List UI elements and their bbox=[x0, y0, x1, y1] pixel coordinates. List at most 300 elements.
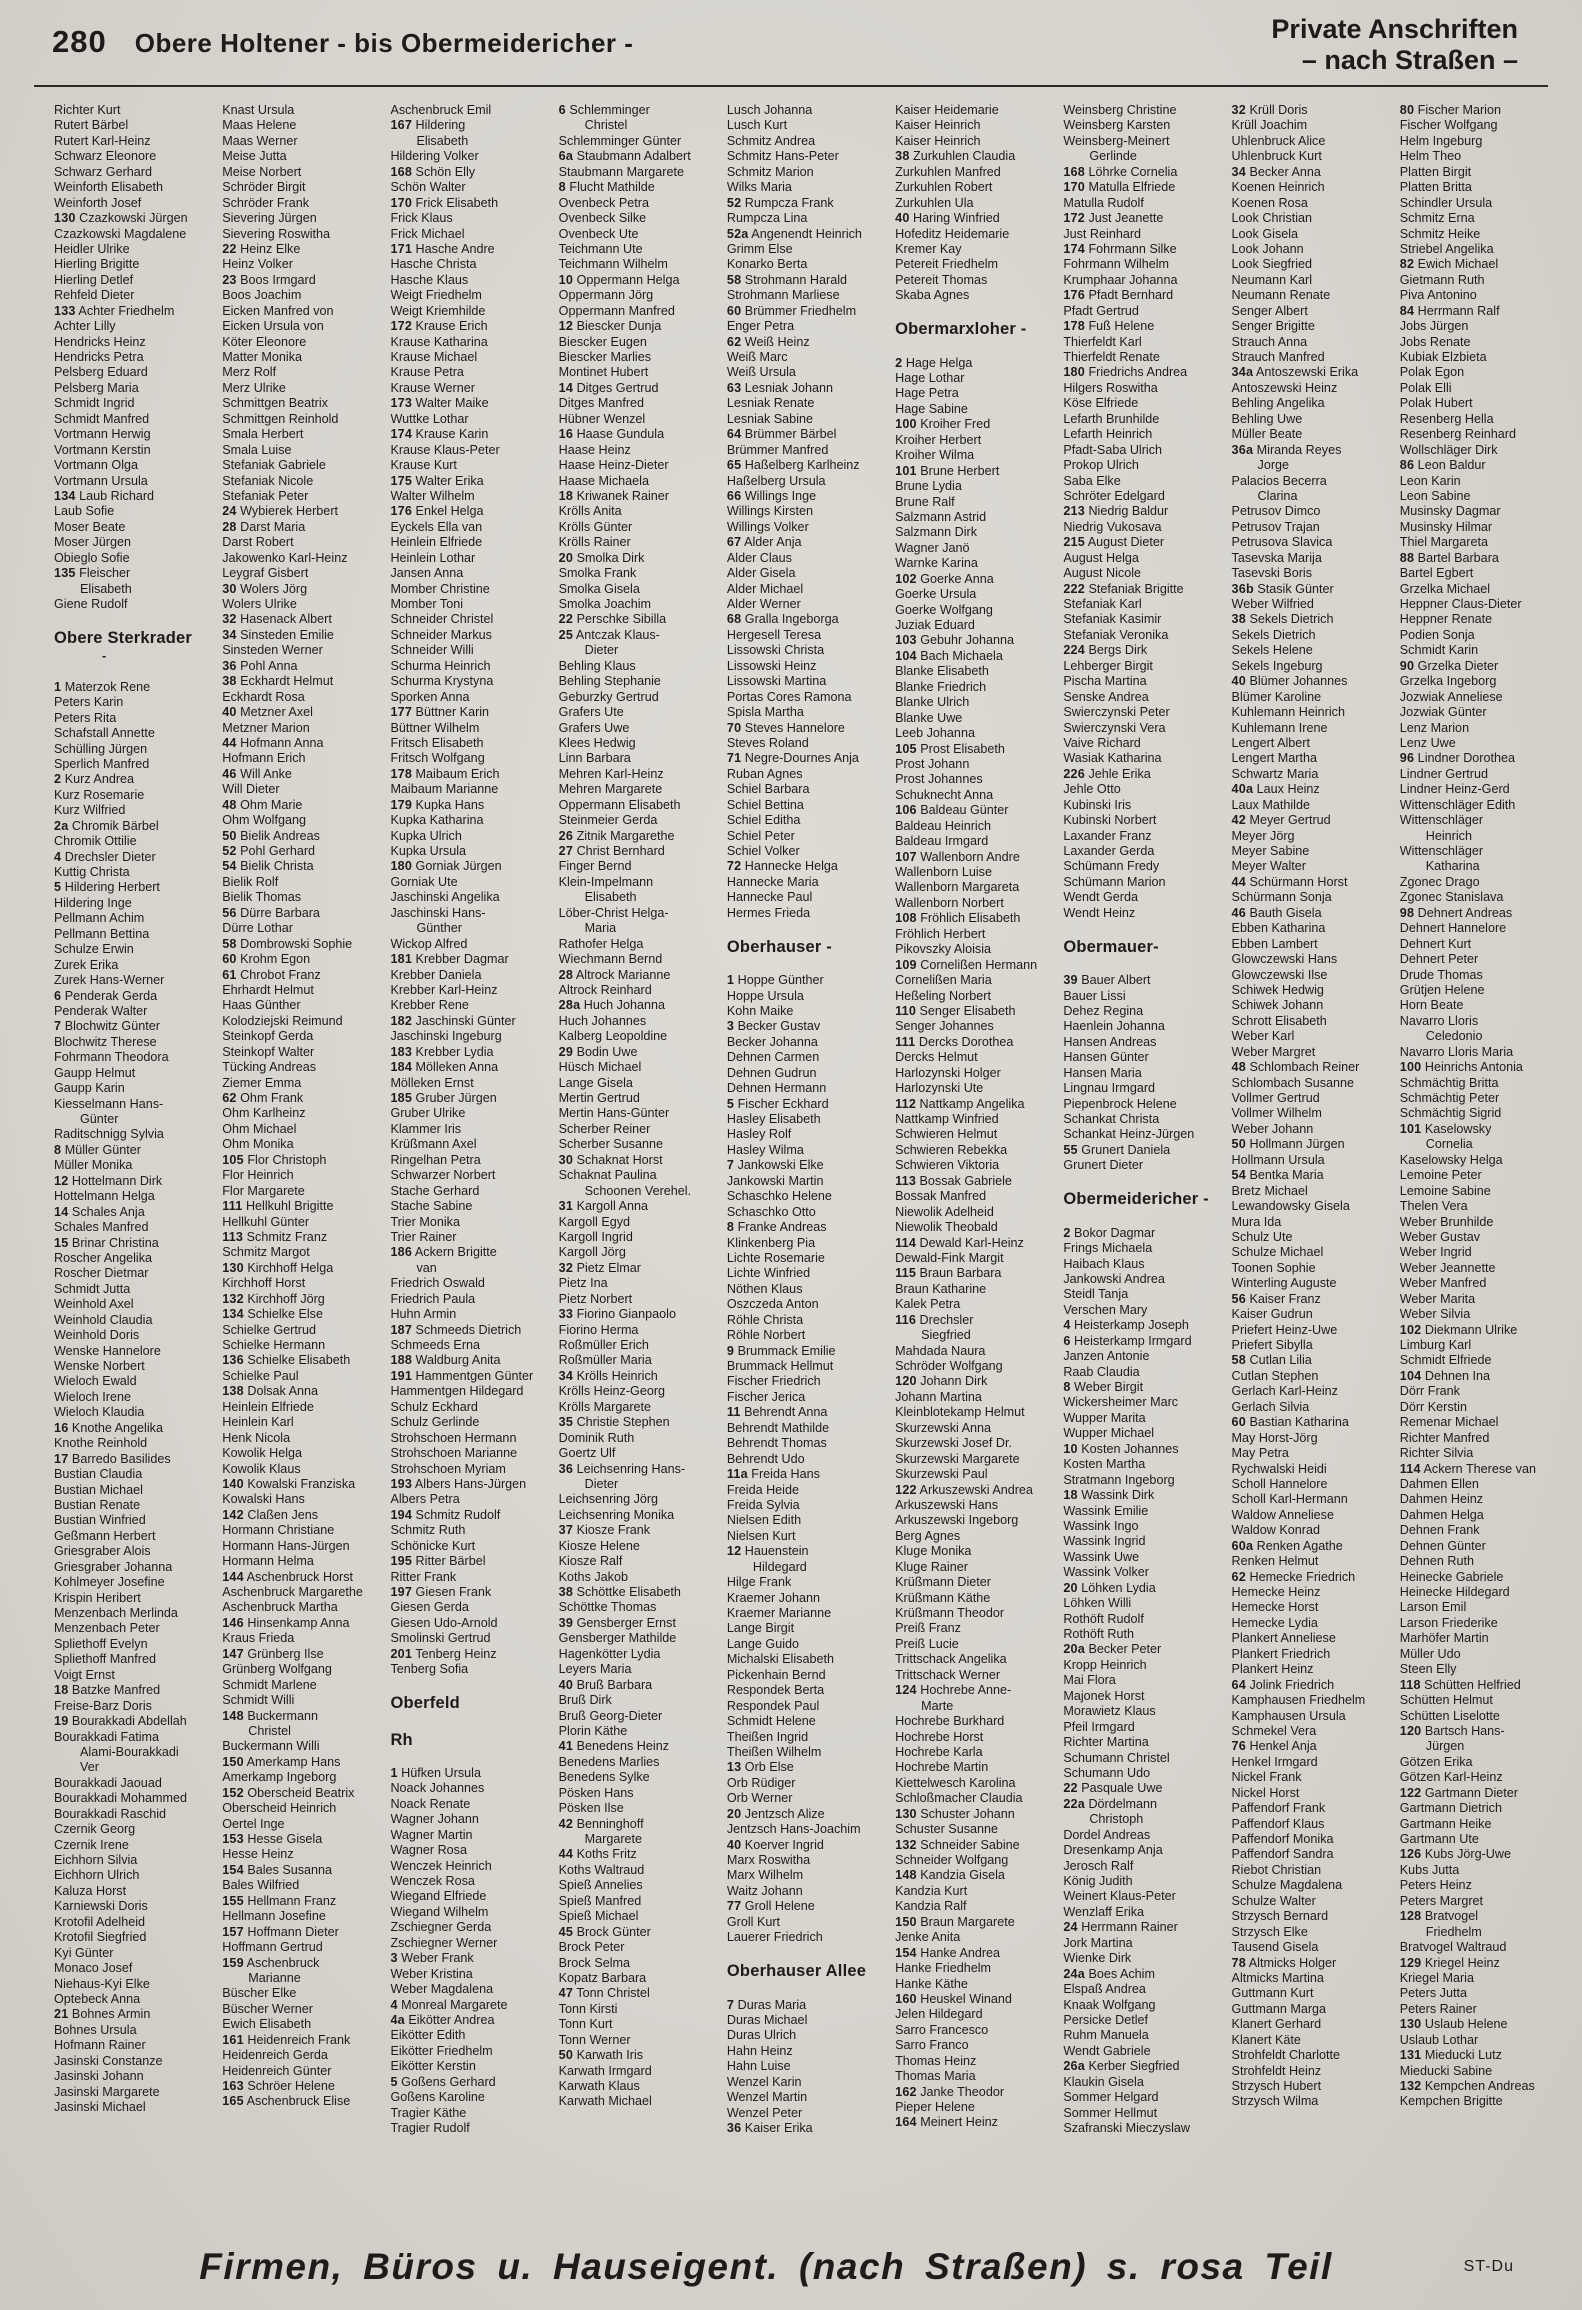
directory-entry: 100 Heinrichs Antonia bbox=[1399, 1060, 1523, 1075]
directory-entry: Steen Elly bbox=[1399, 1662, 1457, 1677]
directory-entry: 106 Baldeau Günter bbox=[895, 803, 1009, 818]
directory-entry: Piva Antonino bbox=[1399, 288, 1477, 303]
directory-entry: 226 Jehle Erika bbox=[1063, 766, 1151, 781]
directory-entry: Dahmen Ellen bbox=[1399, 1476, 1479, 1491]
house-number: 16 bbox=[558, 427, 574, 442]
directory-entry: Oszczeda Anton bbox=[726, 1297, 819, 1312]
directory-entry: Niedrig Vukosava bbox=[1063, 519, 1162, 534]
directory-entry: Finger Bernd bbox=[558, 859, 632, 874]
directory-entry: Fohrmann Theodora bbox=[54, 1050, 169, 1065]
directory-entry: Hildering Volker bbox=[390, 149, 479, 164]
directory-entry: Harlozynski Holger bbox=[895, 1065, 1001, 1080]
directory-entry: Goßens Karoline bbox=[390, 2090, 485, 2105]
house-number: 180 bbox=[1063, 365, 1085, 380]
directory-entry: Haase Heinz bbox=[558, 442, 631, 457]
directory-entry: 96 Lindner Dorothea bbox=[1399, 751, 1516, 766]
directory-entry: Kyi Günter bbox=[54, 1945, 114, 1960]
directory-entry: Klanert Gerhard bbox=[1231, 2017, 1322, 2032]
directory-entry: Schlemminger Günter bbox=[558, 133, 682, 148]
house-number: 20a bbox=[1063, 1642, 1085, 1657]
directory-entry-continuation: Elisabeth bbox=[80, 581, 132, 596]
directory-entry: Neumann Renate bbox=[1231, 288, 1331, 303]
directory-entry: Jerosch Ralf bbox=[1063, 1858, 1134, 1873]
directory-entry: 45 Brock Günter bbox=[558, 1924, 651, 1939]
directory-entry: 111 Dercks Dorothea bbox=[895, 1034, 1014, 1049]
directory-entry: Tasevska Marija bbox=[1231, 550, 1322, 565]
directory-entry: Hoffmann Gertrud bbox=[222, 1940, 323, 1955]
directory-entry: Bourakkadi Jaouad bbox=[54, 1775, 162, 1790]
directory-entry: 122 Arkuszewski Andrea bbox=[895, 1482, 1033, 1497]
directory-entry: Trier Rainer bbox=[390, 1229, 457, 1244]
directory-entry: Leyers Maria bbox=[558, 1662, 632, 1677]
house-number: 32 bbox=[558, 1260, 574, 1275]
house-number: 3 bbox=[726, 1019, 735, 1034]
directory-entry: Spliethoff Manfred bbox=[54, 1652, 156, 1667]
directory-entry: Meyer Walter bbox=[1231, 859, 1306, 874]
directory-entry: Ruhm Manuela bbox=[1063, 2028, 1149, 2043]
directory-entry: 30 Wolers Jörg bbox=[222, 581, 308, 596]
directory-entry: Konarko Berta bbox=[726, 257, 808, 272]
directory-entry: Lange Guido bbox=[726, 1636, 800, 1651]
house-number: 38 bbox=[1231, 612, 1246, 627]
directory-entry-continuation: Günter bbox=[80, 1112, 119, 1126]
directory-entry: Heinecke Gabriele bbox=[1399, 1569, 1504, 1584]
directory-entry: Bruß Georg-Dieter bbox=[558, 1708, 663, 1723]
directory-entry: Alder Werner bbox=[726, 597, 801, 611]
house-number: 171 bbox=[390, 241, 413, 256]
directory-entry: Heppner Claus-Dieter bbox=[1399, 597, 1522, 611]
house-number: 150 bbox=[222, 1754, 244, 1769]
directory-entry: Heinlein Elfriede bbox=[390, 535, 483, 550]
directory-entry: Rothöft Rudolf bbox=[1063, 1611, 1144, 1626]
directory-entry: Spisla Martha bbox=[726, 705, 804, 720]
directory-entry: Vortmann Ursula bbox=[54, 473, 148, 488]
directory-entry: Schröter Edelgard bbox=[1063, 488, 1165, 503]
house-number: 147 bbox=[222, 1646, 244, 1661]
directory-entry: Theißen Wilhelm bbox=[726, 1744, 822, 1759]
house-number: 195 bbox=[390, 1554, 413, 1569]
directory-entry: Schuknecht Anna bbox=[895, 787, 994, 802]
directory-entry: 194 Schmitz Rudolf bbox=[390, 1507, 501, 1522]
directory-entry: Uhlenbruck Kurt bbox=[1231, 149, 1322, 164]
house-number: 155 bbox=[222, 1893, 244, 1908]
house-number: 170 bbox=[1063, 180, 1085, 195]
house-number: 8 bbox=[726, 1220, 735, 1235]
directory-entry: Plankert Anneliese bbox=[1231, 1631, 1336, 1646]
house-number: 60 bbox=[726, 303, 742, 318]
directory-entry: Bauer Lissi bbox=[1063, 988, 1126, 1003]
directory-entry: Thomas Heinz bbox=[895, 2053, 977, 2068]
house-number: 132 bbox=[895, 1837, 917, 1852]
directory-entry: Ovenbeck Ute bbox=[558, 226, 639, 241]
house-number: 62 bbox=[222, 1091, 237, 1105]
directory-entry: Zschiegner Werner bbox=[390, 1935, 498, 1950]
directory-entry: Lefarth Brunhilde bbox=[1063, 411, 1160, 426]
directory-entry: Schulze Erwin bbox=[54, 942, 134, 957]
directory-entry: Hormann Helma bbox=[222, 1554, 314, 1569]
directory-entry: 5 Hildering Herbert bbox=[54, 880, 160, 895]
directory-entry: Paffendorf Sandra bbox=[1231, 1847, 1334, 1862]
directory-entry: Schankat Heinz-Jürgen bbox=[1063, 1127, 1195, 1142]
directory-entry: Jansen Anna bbox=[390, 566, 464, 581]
directory-entry: 133 Achter Friedhelm bbox=[54, 303, 175, 318]
directory-entry: Niewolik Adelheid bbox=[895, 1204, 994, 1219]
directory-entry: Weiß Ursula bbox=[726, 365, 796, 380]
house-number: 179 bbox=[390, 797, 413, 812]
directory-entry: Gorniak Ute bbox=[390, 874, 458, 889]
directory-entry: Helm Theo bbox=[1399, 149, 1462, 164]
directory-entry: 58 Strohmann Harald bbox=[726, 272, 847, 287]
directory-entry: Goertz Ulf bbox=[558, 1446, 616, 1461]
directory-entry: Flor Margarete bbox=[222, 1183, 305, 1198]
directory-entry: Leon Karin bbox=[1399, 473, 1461, 488]
directory-entry: 20 Smolka Dirk bbox=[558, 550, 645, 565]
directory-entry: Tragier Rudolf bbox=[390, 2121, 470, 2135]
directory-entry: Sporken Anna bbox=[390, 689, 470, 704]
directory-entry: Knothe Reinhold bbox=[54, 1436, 148, 1451]
directory-entry: Schmitz Heike bbox=[1399, 226, 1481, 241]
directory-entry: 18 Kriwanek Rainer bbox=[558, 488, 669, 503]
directory-entry: 176 Enkel Helga bbox=[390, 504, 484, 519]
spacer bbox=[1063, 921, 1221, 936]
directory-entry: 56 Kaiser Franz bbox=[1231, 1291, 1321, 1306]
directory-entry: Baldeau Irmgard bbox=[895, 834, 989, 849]
directory-entry: 118 Schütten Helfried bbox=[1399, 1677, 1521, 1692]
directory-entry-continuation: Elisabeth bbox=[416, 133, 469, 148]
directory-entry: 60a Renken Agathe bbox=[1231, 1538, 1343, 1553]
directory-entry: Uhlenbruck Alice bbox=[1231, 133, 1326, 148]
directory-entry: 172 Just Jeanette bbox=[1063, 211, 1164, 226]
directory-entry: Strauch Anna bbox=[1231, 334, 1308, 349]
directory-entry: 4 Monreal Margarete bbox=[390, 1997, 508, 2012]
house-number: 148 bbox=[895, 1868, 917, 1883]
house-number: 105 bbox=[222, 1152, 244, 1167]
directory-entry: Wenske Hannelore bbox=[54, 1343, 161, 1358]
directory-entry: Hansen Maria bbox=[1063, 1065, 1142, 1080]
directory-entry: Sekels Helene bbox=[1231, 643, 1313, 658]
directory-entry: Schönicke Kurt bbox=[390, 1538, 476, 1553]
directory-entry-continuation: Christoph bbox=[1089, 1812, 1144, 1827]
directory-entry: 172 Krause Erich bbox=[390, 319, 488, 334]
directory-entry: Krüßmann Axel bbox=[390, 1137, 477, 1152]
directory-entry: Klinkenberg Pia bbox=[726, 1235, 816, 1250]
directory-entry: Hilgers Roswitha bbox=[1063, 380, 1158, 395]
house-number: 25 bbox=[558, 627, 574, 642]
directory-entry: 8 Weber Birgit bbox=[1063, 1380, 1144, 1394]
house-number: 33 bbox=[558, 1307, 574, 1322]
directory-entry: Schiel Barbara bbox=[726, 782, 810, 797]
spacer bbox=[1063, 1210, 1221, 1225]
directory-entry-continuation: Ver bbox=[80, 1760, 99, 1775]
house-number: 52 bbox=[222, 844, 237, 858]
header-divider bbox=[34, 85, 1548, 87]
directory-entry: Zurkuhlen Manfred bbox=[895, 164, 1001, 179]
directory-entry: Weinforth Elisabeth bbox=[54, 180, 163, 195]
directory-entry: Schaknat Paulina bbox=[558, 1168, 657, 1183]
directory-entry: 171 Hasche Andre bbox=[390, 241, 495, 256]
directory-entry: Schmidt Karin bbox=[1399, 643, 1479, 658]
house-number: 108 bbox=[895, 911, 917, 926]
directory-entry: Strohschoen Hermann bbox=[390, 1430, 517, 1445]
directory-entry: Hermes Frieda bbox=[726, 905, 811, 920]
house-number: 65 bbox=[726, 458, 742, 473]
house-number: 36 bbox=[222, 658, 237, 673]
house-number: 118 bbox=[1399, 1677, 1421, 1692]
directory-entry: Gartmann Heike bbox=[1399, 1816, 1492, 1831]
directory-entry: Kandzia Ralf bbox=[895, 1899, 967, 1914]
house-number: 70 bbox=[726, 720, 742, 735]
directory-entry: Senske Andrea bbox=[1063, 689, 1149, 704]
house-number: 153 bbox=[222, 1832, 244, 1846]
house-number: 126 bbox=[1399, 1847, 1422, 1862]
house-number: 185 bbox=[390, 1091, 413, 1105]
directory-entry: Achter Lilly bbox=[54, 319, 116, 334]
directory-entry: 3 Weber Frank bbox=[390, 1951, 474, 1966]
directory-entry-continuation: Margarete bbox=[584, 1832, 643, 1846]
directory-entry: Hottelmann Helga bbox=[54, 1189, 155, 1204]
house-number: 54 bbox=[1231, 1168, 1246, 1183]
house-number: 34 bbox=[558, 1368, 574, 1383]
directory-entry: Roßmüller Maria bbox=[558, 1353, 652, 1368]
directory-entry: Oppermann Elisabeth bbox=[558, 797, 681, 812]
directory-entry: 20 Jentzsch Alize bbox=[726, 1806, 825, 1821]
directory-entry: Kraemer Marianne bbox=[726, 1606, 832, 1620]
directory-entry: Haas Günther bbox=[222, 998, 301, 1013]
directory-entry: 98 Dehnert Andreas bbox=[1399, 905, 1513, 920]
directory-entry: Scherber Susanne bbox=[558, 1137, 663, 1152]
directory-entry: Lichte Rosemarie bbox=[726, 1250, 825, 1265]
directory-entry: 120 Johann Dirk bbox=[895, 1374, 988, 1389]
directory-entry: Kiosze Helene bbox=[558, 1538, 640, 1553]
directory-entry: Geßmann Herbert bbox=[54, 1528, 156, 1543]
directory-entry: Voigt Ernst bbox=[54, 1667, 115, 1682]
directory-entry-continuation: Siegfried bbox=[921, 1328, 971, 1343]
directory-column bbox=[1063, 103, 1221, 2136]
directory-entry: Hellkuhl Günter bbox=[222, 1214, 310, 1229]
directory-entry: Bustian Winfried bbox=[54, 1513, 146, 1528]
house-number: 90 bbox=[1399, 658, 1415, 673]
house-number: 170 bbox=[390, 195, 413, 210]
directory-entry: 41 Benedens Heinz bbox=[558, 1739, 669, 1754]
directory-entry: 175 Walter Erika bbox=[390, 473, 484, 488]
directory-entry: 188 Waldburg Anita bbox=[390, 1353, 501, 1368]
spacer bbox=[895, 340, 1053, 355]
directory-entry: 215 August Dieter bbox=[1063, 535, 1165, 550]
directory-entry: Steves Roland bbox=[726, 735, 809, 750]
directory-entry: Kropp Heinrich bbox=[1063, 1657, 1147, 1672]
directory-entry: Jozwiak Anneliese bbox=[1399, 689, 1503, 704]
directory-entry: Schulze Michael bbox=[1231, 1245, 1324, 1260]
directory-entry: 71 Negre-Dournes Anja bbox=[726, 751, 859, 766]
directory-entry: Hofmann Rainer bbox=[54, 2038, 146, 2053]
directory-entry: Krölls Heinz-Georg bbox=[558, 1384, 666, 1399]
directory-entry: Eikötter Kerstin bbox=[390, 2059, 476, 2074]
directory-entry: 50 Hollmann Jürgen bbox=[1231, 1137, 1345, 1152]
directory-entry-continuation: Heinrich bbox=[1425, 828, 1472, 843]
directory-entry-continuation: Schoonen Verehel. bbox=[584, 1183, 692, 1198]
directory-entry: Dominik Ruth bbox=[558, 1430, 635, 1445]
directory-entry: Frick Michael bbox=[390, 226, 465, 241]
directory-entry: Sekels Dietrich bbox=[1231, 627, 1316, 642]
directory-entry: Trier Monika bbox=[390, 1214, 460, 1229]
house-number: 197 bbox=[390, 1585, 413, 1599]
directory-entry: Gietmann Ruth bbox=[1399, 272, 1485, 287]
directory-column bbox=[54, 103, 212, 2136]
directory-entry: Elspaß Andrea bbox=[1063, 1982, 1146, 1997]
directory-entry: Goerke Wolfgang bbox=[895, 602, 993, 617]
directory-entry: 32 Krüll Doris bbox=[1231, 103, 1308, 117]
directory-entry: Oppermann Manfred bbox=[558, 303, 675, 318]
house-number: 157 bbox=[222, 1924, 244, 1939]
header-right bbox=[1271, 14, 1518, 76]
directory-entry: Müller Monika bbox=[54, 1158, 133, 1173]
directory-entry: 2 Kurz Andrea bbox=[54, 772, 135, 787]
directory-entry: Schwarzer Norbert bbox=[390, 1168, 496, 1183]
directory-entry: Wenzlaff Erika bbox=[1063, 1904, 1145, 1919]
house-number: 5 bbox=[726, 1096, 735, 1111]
house-number: 182 bbox=[390, 1013, 413, 1028]
directory-entry: Marx Roswitha bbox=[726, 1853, 811, 1867]
directory-entry: Kohlmeyer Josefine bbox=[54, 1575, 165, 1590]
directory-entry: Jobs Renate bbox=[1399, 334, 1471, 349]
directory-entry: Bretz Michael bbox=[1231, 1183, 1308, 1198]
directory-entry: Kubiak Elzbieta bbox=[1399, 350, 1487, 364]
directory-column bbox=[222, 103, 380, 2136]
directory-entry: Kubs Jutta bbox=[1399, 1862, 1460, 1877]
directory-entry: Szafranski Mieczyslaw bbox=[1063, 2121, 1190, 2135]
house-number: 12 bbox=[54, 1173, 69, 1188]
directory-entry: Weber Manfred bbox=[1399, 1276, 1487, 1291]
directory-entry: Spieß Annelies bbox=[558, 1878, 643, 1893]
directory-entry: 4a Eikötter Andrea bbox=[390, 2012, 495, 2027]
directory-entry: Stefaniak Veronika bbox=[1063, 627, 1169, 642]
directory-entry: Lissowski Heinz bbox=[726, 658, 817, 673]
directory-entry: 40 Haring Winfried bbox=[895, 211, 1000, 226]
directory-entry: Jankowski Martin bbox=[726, 1173, 824, 1188]
directory-entry: Wendt Gerda bbox=[1063, 890, 1138, 905]
directory-entry: Jasinski Johann bbox=[54, 2069, 144, 2084]
directory-entry: Rutert Karl-Heinz bbox=[54, 133, 151, 148]
directory-entry: 52a Angenendt Heinrich bbox=[726, 226, 862, 241]
directory-entry: Stefaniak Nicole bbox=[222, 473, 314, 488]
directory-entry: Wallenborn Margareta bbox=[895, 880, 1020, 895]
directory-entry: Friedrich Paula bbox=[390, 1291, 476, 1306]
directory-entry: Jasinski Constanze bbox=[54, 2053, 163, 2068]
directory-entry: Lehberger Birgit bbox=[1063, 658, 1153, 673]
directory-entry: 197 Giesen Frank bbox=[390, 1585, 492, 1599]
house-number: 150 bbox=[895, 1914, 917, 1929]
directory-entry: Look Christian bbox=[1231, 211, 1313, 226]
house-number: 103 bbox=[895, 633, 917, 648]
directory-entry: Löber-Christ Helga- bbox=[558, 905, 669, 920]
directory-entry: 113 Bossak Gabriele bbox=[895, 1173, 1012, 1188]
house-number: 60a bbox=[1231, 1538, 1254, 1553]
house-number: 160 bbox=[895, 1991, 917, 2006]
directory-entry: Czernik Irene bbox=[54, 1837, 129, 1852]
house-number: 175 bbox=[390, 473, 413, 488]
directory-entry: Musinsky Dagmar bbox=[1399, 504, 1501, 519]
directory-entry: Jehle Otto bbox=[1063, 782, 1121, 797]
directory-entry: Mieducki Sabine bbox=[1399, 2063, 1493, 2078]
directory-entry: Schales Manfred bbox=[54, 1220, 149, 1235]
house-number: 26 bbox=[558, 828, 574, 843]
directory-entry: Platten Birgit bbox=[1399, 164, 1472, 179]
directory-entry: Mai Flora bbox=[1063, 1673, 1116, 1688]
directory-entry: Weinforth Josef bbox=[54, 195, 142, 210]
directory-entry: Drude Thomas bbox=[1399, 967, 1483, 982]
directory-entry: Aschenbruck Margarethe bbox=[222, 1585, 363, 1599]
house-number: 44 bbox=[558, 1847, 574, 1862]
directory-entry: Jentzsch Hans-Joachim bbox=[726, 1822, 861, 1837]
directory-entry: Schneider Wolfgang bbox=[895, 1853, 1009, 1867]
directory-entry: Wenske Norbert bbox=[54, 1359, 145, 1373]
directory-entry: Nickel Frank bbox=[1231, 1770, 1302, 1785]
directory-entry: 40 Blümer Johannes bbox=[1231, 674, 1348, 689]
street-heading: Oberhauser - bbox=[726, 937, 832, 956]
directory-entry: Weber Silvia bbox=[1399, 1307, 1471, 1322]
directory-entry: 28a Huch Johanna bbox=[558, 998, 666, 1013]
directory-entry: Krölls Günter bbox=[558, 519, 633, 534]
directory-entry: 84 Herrmann Ralf bbox=[1399, 303, 1500, 318]
directory-entry: Tragier Käthe bbox=[390, 2105, 467, 2120]
directory-entry: Flor Heinrich bbox=[222, 1168, 294, 1183]
directory-entry: Lewandowsky Gisela bbox=[1231, 1199, 1350, 1214]
directory-entry: Tonn Kirsti bbox=[558, 2001, 618, 2016]
directory-entry: 8 Müller Günter bbox=[54, 1142, 142, 1157]
directory-entry: Krebber Daniela bbox=[390, 967, 482, 982]
directory-entry: Gensberger Mathilde bbox=[558, 1631, 677, 1646]
directory-entry: 110 Senger Elisabeth bbox=[895, 1003, 1016, 1018]
directory-entry: Dehez Regina bbox=[1063, 1003, 1144, 1018]
directory-entry: Bales Wilfried bbox=[222, 1878, 300, 1893]
directory-entry: Hage Petra bbox=[895, 386, 959, 401]
directory-entry: Kluge Monika bbox=[895, 1544, 972, 1559]
directory-entry: Wassink Ingrid bbox=[1063, 1534, 1146, 1549]
house-number: 184 bbox=[390, 1060, 413, 1075]
directory-entry: Lenz Uwe bbox=[1399, 735, 1456, 750]
directory-entry: 1 Materzok Rene bbox=[54, 679, 151, 694]
directory-entry: 178 Maibaum Erich bbox=[390, 766, 500, 781]
house-number: 11 bbox=[726, 1405, 741, 1420]
directory-entry: Mahdada Naura bbox=[895, 1343, 986, 1358]
house-number: 154 bbox=[895, 1945, 917, 1960]
directory-entry: Stefaniak Karl bbox=[1063, 597, 1142, 611]
directory-entry: Prost Johannes bbox=[895, 772, 983, 787]
directory-entry: Ovenbeck Silke bbox=[558, 211, 647, 226]
house-number: 82 bbox=[1399, 257, 1415, 272]
directory-entry: 12 Biescker Dunja bbox=[558, 319, 662, 334]
directory-entry: 58 Dombrowski Sophie bbox=[222, 936, 353, 951]
directory-entry: 32 Pietz Elmar bbox=[558, 1260, 641, 1275]
directory-entry: Büscher Werner bbox=[222, 2001, 313, 2016]
house-number: 24a bbox=[1063, 1966, 1085, 1981]
directory-entry: Thiel Margareta bbox=[1399, 535, 1488, 550]
house-number: 56 bbox=[222, 905, 237, 920]
directory-entry: Eyckels Ella van bbox=[390, 519, 483, 534]
directory-entry: Skurzewski Josef Dr. bbox=[895, 1436, 1012, 1451]
directory-entry: Matulla Rudolf bbox=[1063, 195, 1144, 210]
directory-entry: Chromik Ottilie bbox=[54, 834, 137, 849]
directory-entry: Skurzewski Anna bbox=[895, 1420, 992, 1435]
directory-entry: 2 Hage Helga bbox=[895, 355, 973, 370]
directory-entry: Teichmann Wilhelm bbox=[558, 257, 668, 272]
directory-entry: Krölls Rainer bbox=[558, 535, 631, 550]
house-number: 44 bbox=[222, 735, 237, 750]
directory-entry: 180 Gorniak Jürgen bbox=[390, 859, 502, 874]
directory-entry: 222 Stefaniak Brigitte bbox=[1063, 581, 1184, 596]
directory-entry: May Petra bbox=[1231, 1446, 1289, 1461]
directory-entry: Weinhold Doris bbox=[54, 1328, 140, 1343]
